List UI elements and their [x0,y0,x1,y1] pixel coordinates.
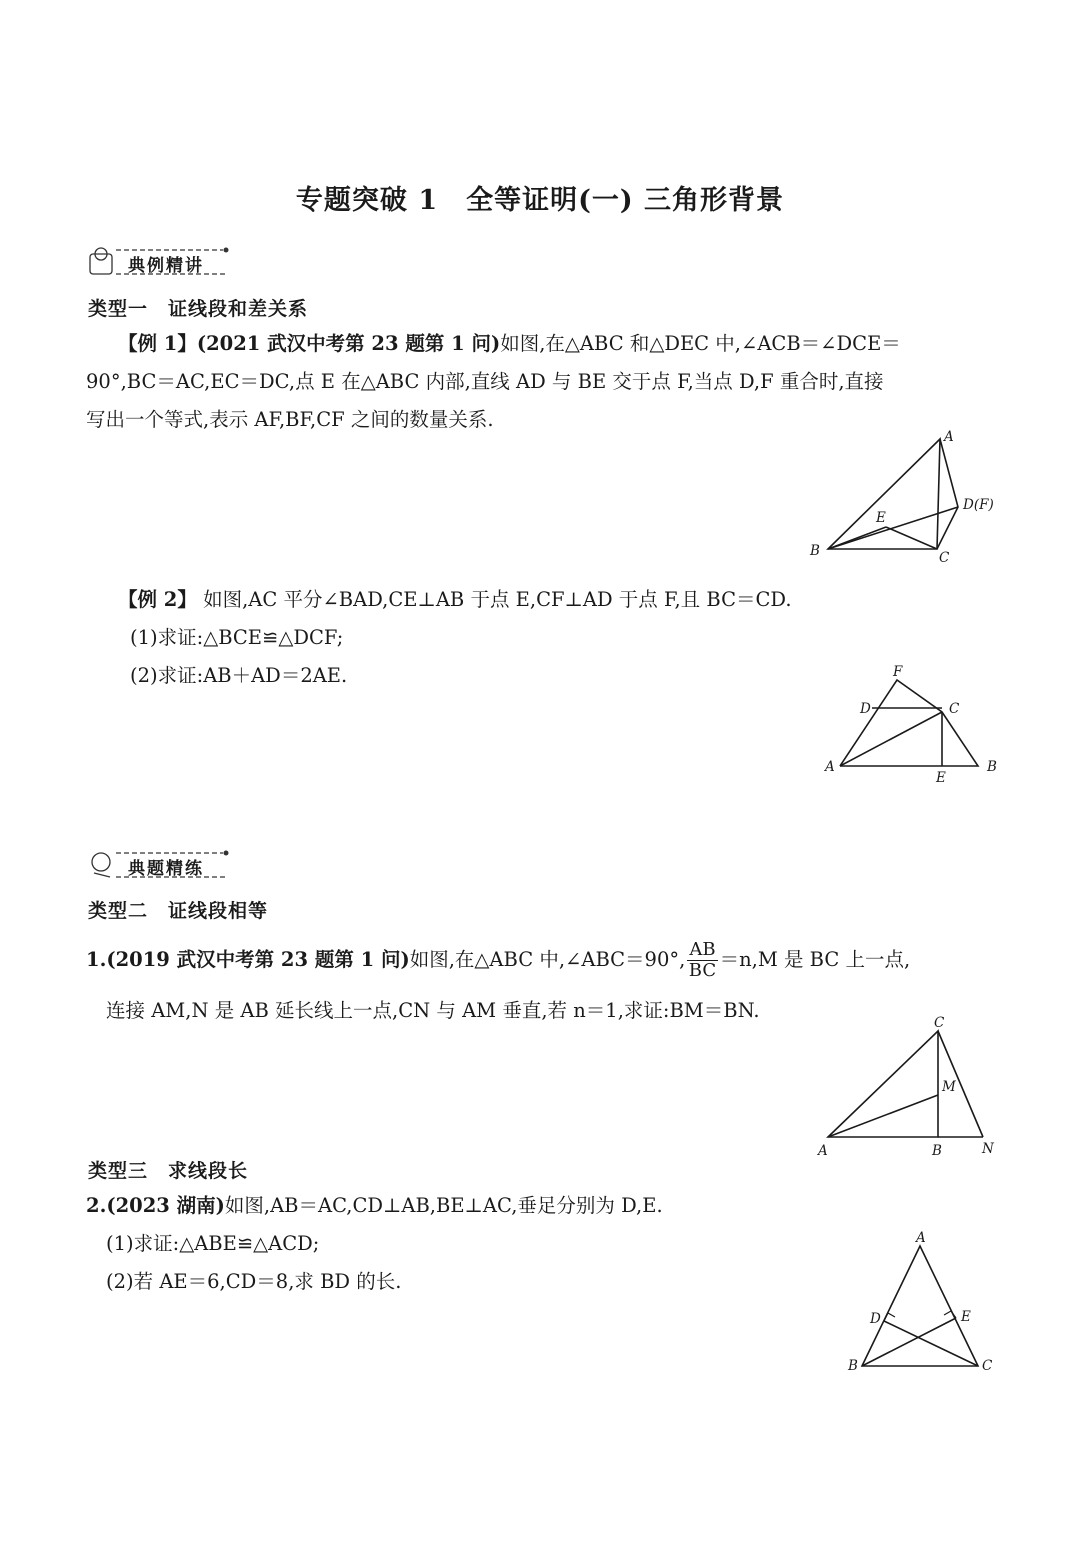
figure-problem2 [840,1228,1010,1378]
example1-text: 如图,在△ABC 和△DEC 中,∠ACB＝∠DCE＝ [500,332,901,355]
fig2-label-B: B [987,759,997,775]
example2-q2: (2)求证:AB＋AD＝2AE. [130,664,348,687]
section-banner-examples [88,244,238,280]
fig1-label-E: E [876,510,886,526]
example1-source: (2021 武汉中考第 23 题第 1 问) [196,332,501,355]
problem1-line1 [86,940,910,981]
fig4-label-C: C [982,1358,993,1374]
fraction-denominator: BC [688,960,717,981]
problem1-number: 1. [86,948,107,971]
problem2-text: 如图,AB＝AC,CD⊥AB,BE⊥AC,垂足分别为 D,E. [224,1194,663,1217]
problem2-q1: (1)求证:△ABE≌△ACD; [106,1232,320,1255]
fig4-label-B: B [848,1358,858,1374]
example2-label: 【例 2】 [118,588,197,611]
fig2-label-F: F [893,664,903,680]
fig4-label-E: E [961,1309,971,1325]
example2-text: 如图,AC 平分∠BAD,CE⊥AB 于点 E,CF⊥AD 于点 F,且 BC＝CD. [203,588,792,611]
fig2-label-C: C [949,701,960,717]
fig1-label-B: B [810,543,820,559]
problem2-line1 [86,1187,663,1225]
fig2-label-E: E [936,770,946,786]
fig2-label-D: D [860,701,871,717]
problem2-number: 2. [86,1194,107,1217]
problem1-source: (2019 武汉中考第 23 题第 1 问) [106,948,410,971]
example2-q1: (1)求证:△BCE≌△DCF; [130,626,344,649]
example2-line1 [118,581,792,619]
type-heading-2: 类型二 证线段相等 [88,900,269,922]
banner-label: 典例精讲 [128,256,204,276]
fig3-label-A: A [818,1143,828,1159]
banner-label: 典题精练 [128,859,204,879]
fig3-label-C: C [934,1015,945,1031]
fraction-numerator: AB [689,939,716,960]
fig4-label-A: A [916,1230,926,1246]
fig4-label-D: D [870,1311,881,1327]
fig1-label-C: C [939,550,950,566]
example1-line1 [118,325,901,363]
section-banner-practice [88,847,238,883]
fig1-label-A: A [944,429,954,445]
fig2-label-A: A [825,759,835,775]
example1-label: 【例 1】 [118,332,197,355]
problem2-q2: (2)若 AE＝6,CD＝8,求 BD 的长. [106,1270,402,1293]
type-heading-3: 类型三 求线段长 [88,1160,249,1182]
type-heading-1: 类型一 证线段和差关系 [88,298,309,320]
figure-example2 [815,658,1015,788]
figure-example1 [800,425,1010,570]
fig1-label-DF: D(F) [963,497,994,513]
figure-problem1 [810,1013,1010,1161]
problem1-text-a: 如图,在△ABC 中,∠ABC＝90°, [409,948,686,971]
example1-line2: 90°,BC＝AC,EC＝DC,点 E 在△ABC 内部,直线 AD 与 BE 交于点 F,当点 D,F 重合时,直接 [86,370,884,393]
fraction-ab-bc [687,940,717,981]
fig3-label-N: N [982,1141,994,1157]
example1-line3: 写出一个等式,表示 AF,BF,CF 之间的数量关系. [86,408,494,431]
problem1-line2: 连接 AM,N 是 AB 延长线上一点,CN 与 AM 垂直,若 n＝1,求证:BM＝BN. [106,999,760,1022]
page-title: 专题突破 1 全等证明(一) 三角形背景 [295,185,785,216]
fig3-label-B: B [932,1143,942,1159]
problem1-text-b: ＝n,M 是 BC 上一点, [719,948,911,971]
problem2-source: (2023 湖南) [106,1194,225,1217]
fig3-label-M: M [942,1079,956,1095]
